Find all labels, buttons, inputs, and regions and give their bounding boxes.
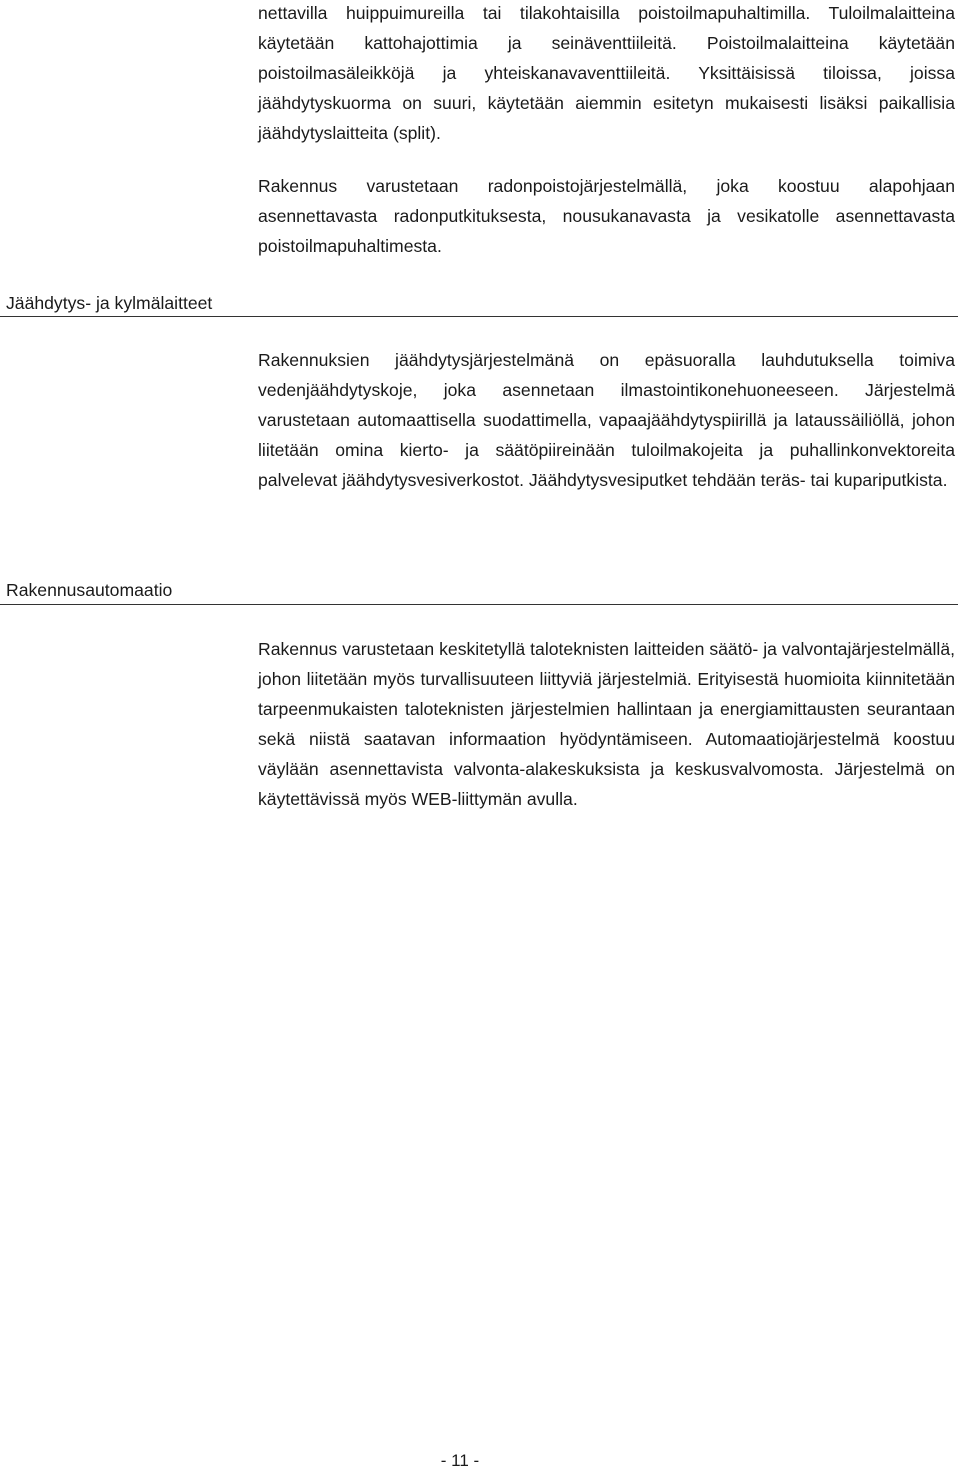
section-divider-automation <box>0 604 958 605</box>
section-heading-cooling: Jäähdytys- ja kylmälaitteet <box>6 293 213 313</box>
page-number: - 11 - <box>440 1451 480 1470</box>
ventilation-paragraph-continued: nettavilla huippuimureilla tai tilakohtaisilla poistoilmapuhaltimilla. Tuloilmalaitteina käytetään kattohajottimia ja seinäventtiileitä. Poistoilmalaitteina käytetään poistoilmasäleikköjä ja yhteiskanavaventtiileitä. Yksittäisissä tiloissa, joissa jäähdytyskuorma on suuri, käytetään aiemmin esitetyn mukaisesti lisäksi paikallisia jäähdytyslaitteita (split). <box>258 3 955 143</box>
cooling-paragraph: Rakennuksien jäähdytysjärjestelmänä on epäsuoralla lauhdutuksella toimiva vedenjäähdytyskoje, joka asennetaan ilmastointikonehuoneeseen. Järjestelmä varustetaan automaattisella suodattimella, vapaajäähdytyspiirillä ja lataussäiliöllä, johon liitetään omina kierto- ja säätöpiireinään tuloilmakojeita ja puhallinkonvektoreita palvelevat jäähdytysvesiverkostot. Jäähdytysvesiputket tehdään teräs- tai kupariputkista. <box>258 350 955 490</box>
radon-paragraph: Rakennus varustetaan radonpoistojärjestelmällä, joka koostuu alapohjaan asennettavasta radonputkituksesta, nousukanavasta ja vesikatolle asennettavasta poistoilmapuhaltimesta. <box>258 176 955 256</box>
section-divider-cooling <box>0 316 958 317</box>
automation-paragraph: Rakennus varustetaan keskitetyllä taloteknisten laitteiden säätö- ja valvontajärjestelmällä, johon liitetään myös turvallisuuteen liittyviä järjestelmiä. Erityisestä huomioita kiinnitetään tarpeenmukaisten taloteknisten järjestelmien hallintaan ja energiamittausten seurantaan sekä niistä saatavan informaation hyödyntämiseen. Automaatiojärjestelmä koostuu väylään asennettavista valvonta-alakeskuksista ja keskusvalvomosta. Järjestelmä on käytettävissä myös WEB-liittymän avulla. <box>258 639 955 809</box>
section-heading-automation: Rakennusautomaatio <box>6 580 173 600</box>
